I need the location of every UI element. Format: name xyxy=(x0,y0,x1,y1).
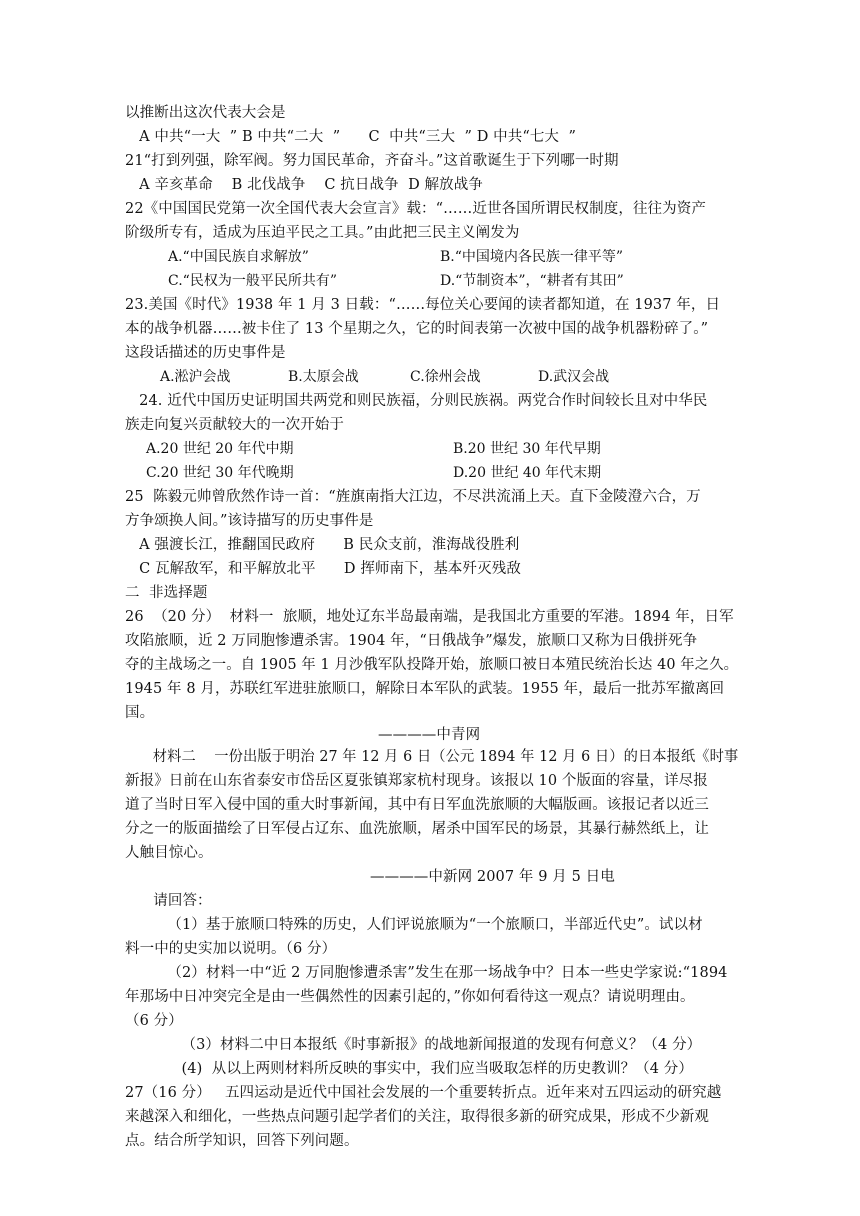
q26-subquestion: 年那场中日冲突完全是由一些偶然性的因素引起的，”你如何看待这一观点？请说明理由。 xyxy=(125,989,695,1005)
q26-material-1: 26 （20 分） 材料一 旅顺，地处辽东半岛最南端，是我国北方重要的军港。1894 年，日军 xyxy=(125,609,734,625)
q26-material-2: 材料二 一份出版于明治 27 年 12 月 6 日（公元 1894 年 12 月 6 日）的日本报纸《时事 xyxy=(125,749,739,765)
q25-options: C 瓦解敌军，和平解放北平 D 挥师南下，基本歼灭残敌 xyxy=(125,561,521,577)
q26-material-1: 1945 年 8 月，苏联红军进驻旅顺口，解除日本军队的武装。1955 年，最后一批苏军撤离回 xyxy=(125,681,725,697)
q27-stem: 来越深入和细化，一些热点问题引起学者们的关注，取得很多新的研究成果，形成不少新观 xyxy=(125,1109,709,1125)
q26-subquestion: 料一中的史实加以说明。（6 分） xyxy=(125,941,337,957)
q22-stem: 22《中国国民党第一次全国代表大会宣言》载：“……近世各国所谓民权制度，往往为资产 xyxy=(125,201,706,217)
q26-subquestion: （2）材料一中“近 2 万同胞惨遭杀害”发生在那一场战争中？日本一些史学家说:“1894 xyxy=(125,965,728,981)
q24-option-b: B.20 世纪 30 年代早期 xyxy=(453,441,601,457)
q24-option-a: A.20 世纪 20 年代中期 xyxy=(146,441,294,457)
q23-option-c: C.徐州会战 xyxy=(410,369,481,385)
q23-option-a: A.淞沪会战 xyxy=(160,369,231,385)
q23-option-b: B.太原会战 xyxy=(288,369,359,385)
q23-stem: 23.美国《时代》1938 年 1 月 3 日载：“……每位关心要闻的读者都知道，在 1937 年，日 xyxy=(125,297,721,313)
q26-material-1: 夺的主战场之一。自 1905 年 1 月沙俄军队投降开始，旅顺口被日本殖民统治长达 40 年之久。 xyxy=(125,657,739,673)
q23-stem: 本的战争机器……被卡住了 13 个星期之久，它的时间表第一次被中国的战争机器粉碎了。” xyxy=(125,321,709,337)
q24-stem: 族走向复兴贡献较大的一次开始于 xyxy=(125,417,344,433)
q25-stem: 方争颂换人间。”该诗描写的历史事件是 xyxy=(125,513,374,529)
q21-options: A 辛亥革命 B 北伐战争 C 抗日战争 D 解放战争 xyxy=(125,177,483,193)
q22-option-b: B.“中国境内各民族一律平等” xyxy=(440,249,624,265)
q24-option-d: D.20 世纪 40 年代末期 xyxy=(453,465,602,481)
q25-stem: 25 陈毅元帅曾欣然作诗一首：“旌旗南指大江边，不尽洪流涌上天。直下金陵澄六合，万 xyxy=(125,489,701,505)
q22-stem: 阶级所专有，适成为压迫平民之工具。”由此把三民主义阐发为 xyxy=(125,225,520,241)
q26-material-2: 新报》日前在山东省泰安市岱岳区夏张镇郑家杭村现身。该报以 10 个版面的容量，详尽报 xyxy=(125,773,708,789)
q24-option-c: C.20 世纪 30 年代晚期 xyxy=(146,465,294,481)
q21-stem: 21“打到列强，除军阀。努力国民革命，齐奋斗。”这首歌诞生于下列哪一时期 xyxy=(125,153,619,169)
q24-stem: 24. 近代中国历史证明国共两党和则民族福，分则民族祸。两党合作时间较长且对中华民 xyxy=(125,393,708,409)
section-heading: 二 非选择题 xyxy=(125,585,208,601)
q26-material-1: 国。 xyxy=(125,705,155,721)
source-attribution: ————中青网 xyxy=(378,727,481,743)
q26-subquestion: （6 分） xyxy=(125,1013,183,1029)
source-attribution: ————中新网 2007 年 9 月 5 日电 xyxy=(370,869,615,885)
q27-stem: 27（16 分） 五四运动是近代中国社会发展的一个重要转折点。近年来对五四运动的研究越 xyxy=(125,1085,722,1101)
q26-subquestion: （3）材料二中日本报纸《时事新报》的战地新闻报道的发现有何意义？（4 分） xyxy=(125,1037,702,1053)
q26-subquestion: (4) 从以上两则材料所反映的事实中，我们应当吸取怎样的历史教训？（4 分） xyxy=(125,1061,693,1077)
q26-material-1: 攻陷旅顺，近 2 万同胞惨遭杀害。1904 年，“日俄战争”爆发，旅顺口又称为日俄拼死争 xyxy=(125,633,698,649)
q22-option-d: D.“节制资本”，“耕者有其田” xyxy=(440,273,624,289)
q20-options: A 中共“一大 ” B 中共“二大 ” C 中共“三大 ” D 中共“七大 ” xyxy=(125,129,576,145)
text-line: 以推断出这次代表大会是 xyxy=(125,105,286,121)
q23-stem: 这段话描述的历史事件是 xyxy=(125,345,286,361)
q22-option-c: C.“民权为一般平民所共有” xyxy=(168,273,337,289)
q27-stem: 点。结合所学知识，回答下列问题。 xyxy=(125,1133,359,1149)
q23-option-d: D.武汉会战 xyxy=(538,369,610,385)
q22-option-a: A.“中国民族自求解放” xyxy=(168,249,309,265)
q26-material-2: 分之一的版面描绘了日军侵占辽东、血洗旅顺，屠杀中国军民的场景，其暴行赫然纸上，让 xyxy=(125,821,709,837)
q26-prompt: 请回答： xyxy=(125,893,212,909)
q26-material-2: 人触目惊心。 xyxy=(125,845,213,861)
q25-options: A 强渡长江，推翻国民政府 B 民众支前，淮海战役胜利 xyxy=(125,537,520,553)
q26-material-2: 道了当时日军入侵中国的重大时事新闻，其中有日军血洗旅顺的大幅版画。该报记者以近三 xyxy=(125,797,709,813)
q26-subquestion: （1）基于旅顺口特殊的历史，人们评说旅顺为“一个旅顺口，半部近代史”。试以材 xyxy=(125,917,703,933)
